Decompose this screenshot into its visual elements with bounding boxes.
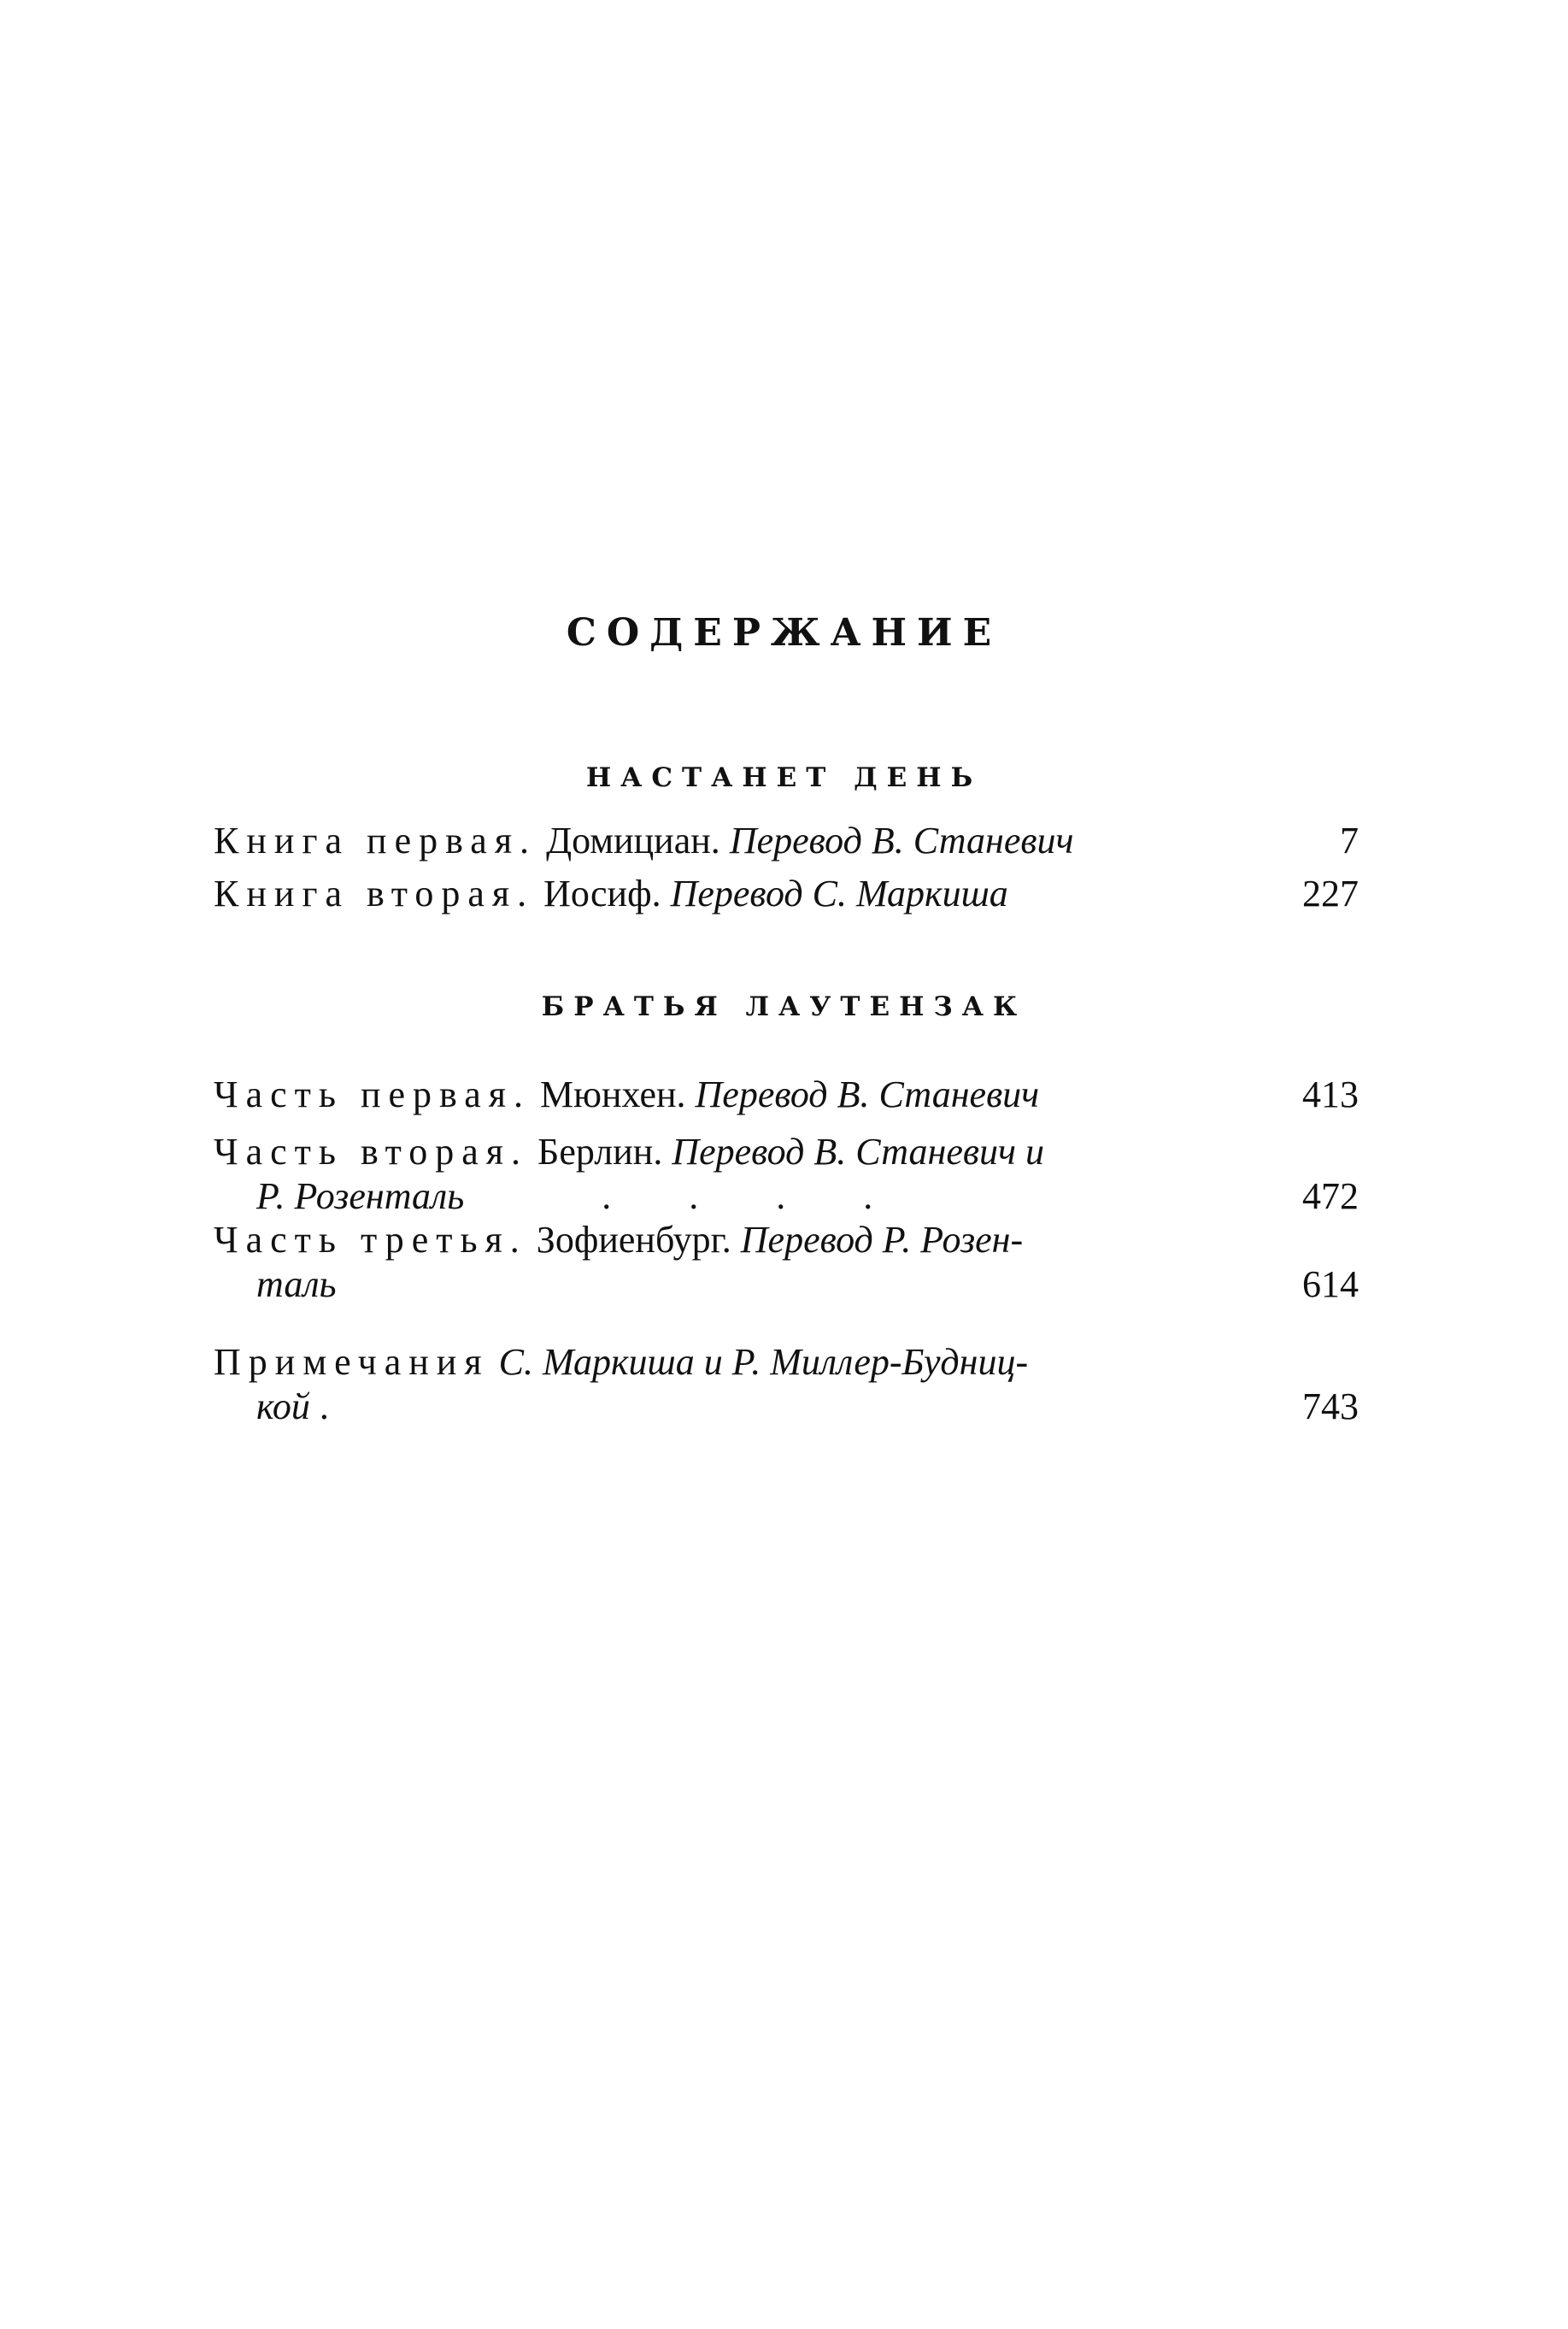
entry-label: Книга первая. xyxy=(214,820,537,862)
entry-translation-continued: таль xyxy=(256,1263,337,1305)
entry-translation: Перевод В. Станевич xyxy=(729,820,1074,862)
entry-translation-continued: Р. Розенталь xyxy=(256,1175,465,1217)
entry-name: Мюнхен. xyxy=(540,1073,686,1115)
toc-entry[interactable] xyxy=(214,872,1359,916)
entry-translation: Перевод Р. Розен- xyxy=(740,1219,1024,1261)
entry-page-number: 413 xyxy=(1302,1073,1359,1115)
toc-entry[interactable] xyxy=(214,1340,1359,1429)
entry-page-number: 472 xyxy=(1302,1175,1359,1217)
entry-name: Берлин. xyxy=(537,1131,663,1173)
entry-translation: Перевод В. Станевич xyxy=(695,1073,1040,1115)
entry-translation: С. Маркиша и Р. Миллер-Будниц- xyxy=(498,1341,1029,1383)
section-heading-nastanet-den: НАСТАНЕТ ДЕНЬ xyxy=(585,762,983,793)
entry-name: Зофиенбург. xyxy=(536,1219,731,1261)
entry-label: Часть первая. xyxy=(214,1073,531,1115)
toc-entry[interactable] xyxy=(214,1073,1359,1117)
entry-page-number: 7 xyxy=(1340,820,1359,862)
entry-page-number: 227 xyxy=(1302,873,1359,915)
toc-entry[interactable] xyxy=(214,819,1359,863)
entry-page-number: 614 xyxy=(1302,1263,1359,1305)
entry-label: Часть третья. xyxy=(214,1219,527,1261)
entry-label: Часть вторая. xyxy=(214,1131,529,1173)
toc-entry[interactable] xyxy=(214,1218,1359,1307)
entry-label: Книга вторая. xyxy=(214,873,535,915)
entry-name: Иосиф. xyxy=(543,873,661,915)
entry-translation-continued: кой xyxy=(256,1385,310,1427)
entry-translation: Перевод С. Маркиша xyxy=(670,873,1008,915)
section-heading-bratya-lautenzak: БРАТЬЯ ЛАУТЕНЗАК xyxy=(541,991,1027,1022)
dot-leaders: . . . . xyxy=(602,1175,873,1217)
entry-name: Домициан. xyxy=(546,820,720,862)
entry-page-number: 743 xyxy=(1302,1385,1359,1427)
page-title: СОДЕРЖАНИЕ xyxy=(566,611,1002,655)
toc-entry[interactable] xyxy=(214,1130,1359,1219)
entry-translation: Перевод В. Станевич и xyxy=(672,1131,1044,1173)
dot-leaders: . xyxy=(319,1385,329,1427)
entry-label: Примечания xyxy=(214,1341,490,1383)
